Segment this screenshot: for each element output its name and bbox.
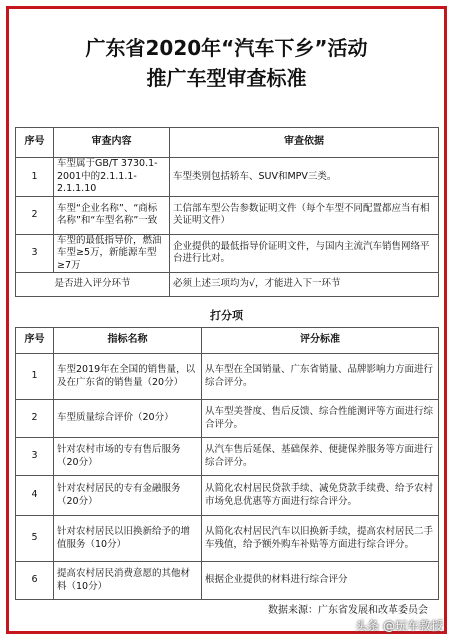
row-content: 车型的最低指导价，燃油车型≥5万，新能源车型≥7万 <box>54 234 170 273</box>
scoring-table <box>15 327 439 600</box>
final-value: 必须上述三项均为√，才能进入下一环节 <box>170 273 439 297</box>
row-no: 1 <box>16 158 54 197</box>
row-content: 车型“企业名称”、“商标名称”和“车型名称”一致 <box>54 196 170 234</box>
review-final-row <box>16 273 439 297</box>
row-standard: 从简化农村居民汽车以旧换新手续，提高农村居民二手车残值，给予额外购车补贴等方面进行综合评分。 <box>202 516 439 562</box>
final-label: 是否进入评分环节 <box>16 273 170 297</box>
table-row <box>16 234 439 273</box>
header-basis: 审查依据 <box>170 128 439 158</box>
header-name: 指标名称 <box>54 328 202 354</box>
header-standard: 评分标准 <box>202 328 439 354</box>
review-header-row <box>16 128 439 158</box>
row-name: 提高农村居民消费意愿的其他材料（10分） <box>54 562 202 600</box>
row-no: 3 <box>16 438 54 476</box>
table-row <box>16 158 439 197</box>
row-basis: 工信部车型公告参数证明文件（每个车型不同配置都应当有相关证明文件） <box>170 196 439 234</box>
header-content: 审查内容 <box>54 128 170 158</box>
scoring-title: 打分项 <box>210 309 243 322</box>
row-name: 针对农村居民以旧换新给予的增值服务（10分） <box>54 516 202 562</box>
row-no: 1 <box>16 354 54 400</box>
row-no: 2 <box>16 400 54 438</box>
table-row <box>16 196 439 234</box>
row-no: 5 <box>16 516 54 562</box>
row-standard: 从汽车售后延保、基础保养、便捷保养服务等方面进行综合评分。 <box>202 438 439 476</box>
row-no: 2 <box>16 196 54 234</box>
scoring-header-row <box>16 328 439 354</box>
watermark: 头条 @玩车教授 <box>355 619 443 633</box>
row-standard: 从车型美誉度、售后反馈、综合性能测评等方面进行综合评分。 <box>202 400 439 438</box>
document-page <box>6 6 447 634</box>
table-row <box>16 438 439 476</box>
row-name: 针对农村市场的专有售后服务（20分） <box>54 438 202 476</box>
row-basis: 企业提供的最低指导价证明文件，与国内主流汽车销售网络平台进行比对。 <box>170 234 439 273</box>
row-basis: 车型类别包括轿车、SUV和MPV三类。 <box>170 158 439 197</box>
row-no: 6 <box>16 562 54 600</box>
header-no: 序号 <box>16 328 54 354</box>
row-no: 4 <box>16 476 54 516</box>
row-name: 针对农村居民的专有金融服务（20分） <box>54 476 202 516</box>
title-line-1: 广东省2020年“汽车下乡”活动 <box>85 36 368 60</box>
table-row <box>16 400 439 438</box>
title-line-2: 推广车型审查标准 <box>146 66 307 90</box>
table-row <box>16 516 439 562</box>
table-row <box>16 354 439 400</box>
table-row <box>16 476 439 516</box>
row-name: 车型质量综合评价（20分） <box>54 400 202 438</box>
review-table <box>15 127 439 297</box>
row-name: 车型2019年在全国的销售量，以及在广东省的销售量（20分） <box>54 354 202 400</box>
row-no: 3 <box>16 234 54 273</box>
page-title <box>9 33 444 93</box>
data-source: 数据来源：广东省发展和改革委员会 <box>268 605 428 616</box>
row-content: 车型属于GB/T 3730.1-2001中的2.1.1.1-2.1.1.10 <box>54 158 170 197</box>
row-standard: 从车型在全国销量、广东省销量、品牌影响力方面进行综合评分。 <box>202 354 439 400</box>
header-no: 序号 <box>16 128 54 158</box>
row-standard: 根据企业提供的材料进行综合评分 <box>202 562 439 600</box>
table-row <box>16 562 439 600</box>
row-standard: 从简化农村居民贷款手续、减免贷款手续费、给予农村市场免息优惠等方面进行综合评分。 <box>202 476 439 516</box>
